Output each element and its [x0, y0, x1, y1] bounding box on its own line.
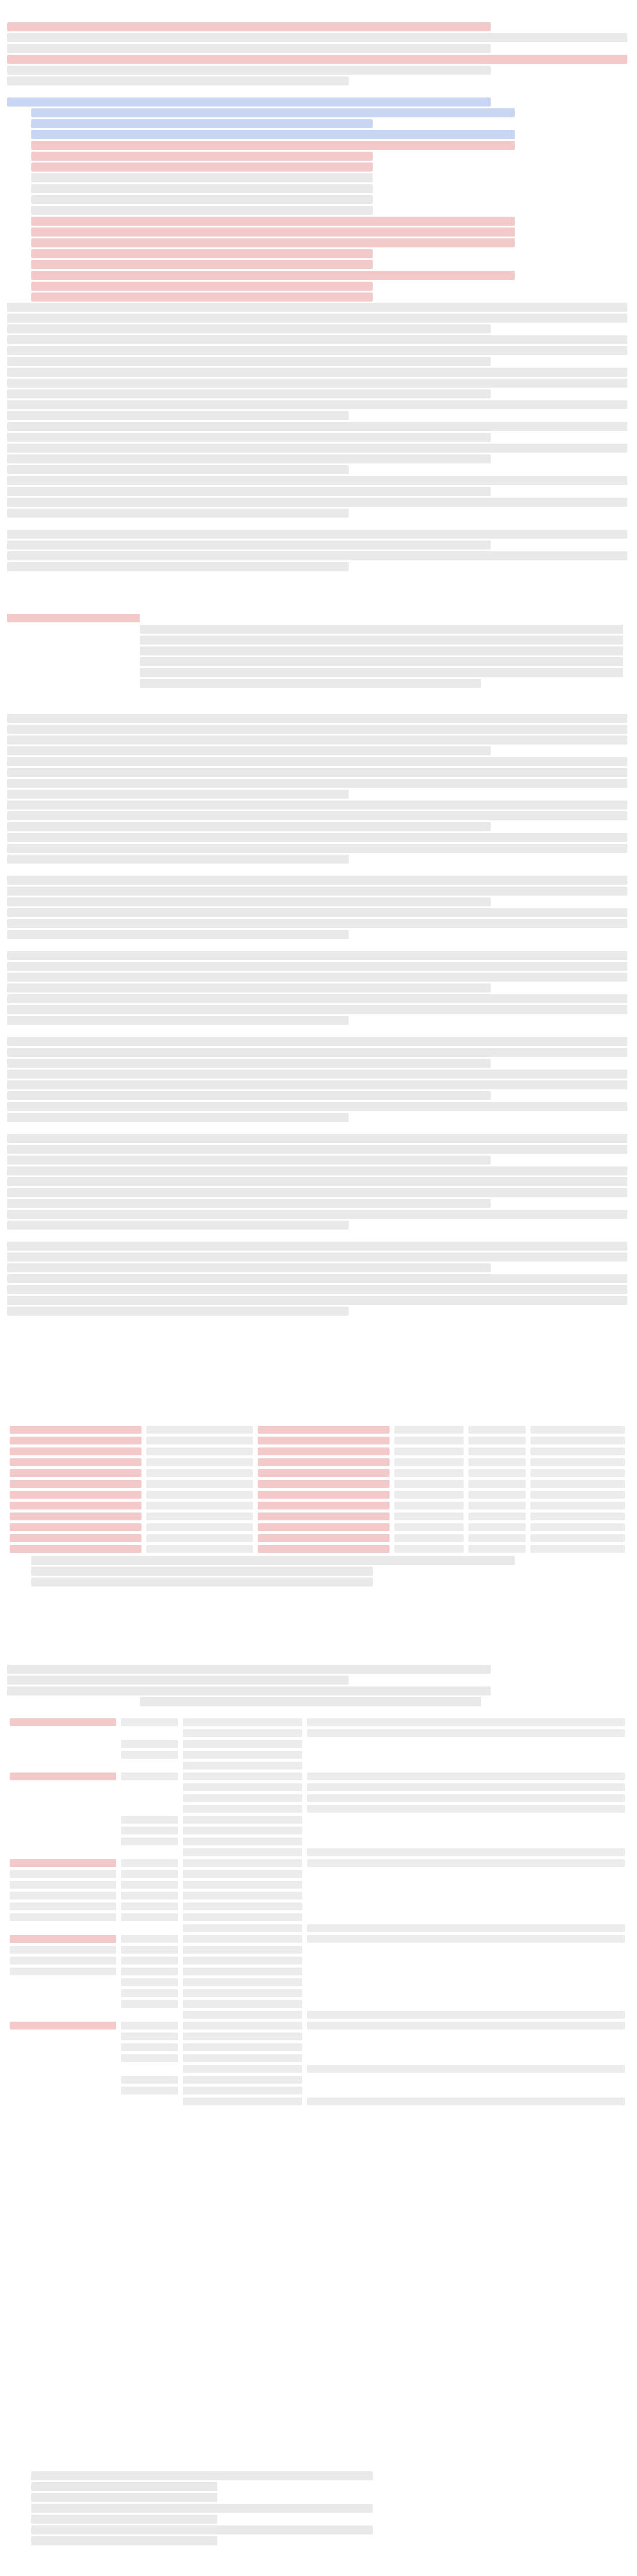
- table-row: [7, 1868, 627, 1879]
- paragraph-line: [7, 303, 627, 312]
- overview-line: [7, 33, 627, 42]
- table-row: [7, 2063, 627, 2074]
- guide-line: [7, 1307, 349, 1316]
- guide-line: [7, 983, 491, 992]
- overview-line: [7, 76, 349, 85]
- table-row: [7, 1760, 627, 1771]
- table-row: [7, 2085, 627, 2096]
- guide-line: [7, 919, 627, 928]
- paragraph-line: [7, 476, 627, 485]
- paragraph-line: [7, 411, 349, 420]
- table-row: [7, 2031, 627, 2042]
- table-row: [7, 1901, 627, 1912]
- table-row: [7, 1532, 627, 1543]
- table-row: [7, 2096, 627, 2107]
- guide-line: [7, 844, 627, 853]
- castles-section: [7, 1408, 627, 1588]
- guide-line: [7, 897, 491, 906]
- guide-line: [7, 1080, 627, 1089]
- table-row: [7, 1955, 627, 1966]
- table-row: [7, 1467, 627, 1478]
- table-row: [7, 1792, 627, 1803]
- table-row: [7, 1987, 627, 1998]
- guide-line: [7, 973, 627, 982]
- guide-section: [7, 698, 627, 1317]
- guide-line: [7, 1274, 627, 1283]
- history-line: [31, 152, 373, 161]
- guide-line: [7, 1166, 627, 1175]
- heritage-line: [140, 668, 623, 677]
- contact-line: [31, 2493, 217, 2502]
- overview-line: [7, 44, 491, 53]
- table-row: [7, 2074, 627, 2085]
- guide-line: [7, 1221, 349, 1230]
- contact-section: [7, 2456, 627, 2547]
- guide-line: [7, 1091, 491, 1100]
- table-row: [7, 1912, 627, 1922]
- table-row: [7, 1836, 627, 1847]
- overview-section: [7, 20, 627, 303]
- table-row: [7, 1435, 627, 1446]
- history-line: [31, 217, 515, 226]
- table-row: [7, 1478, 627, 1489]
- guide-line: [7, 1059, 491, 1068]
- section-heading: [7, 1411, 627, 1422]
- history-line: [31, 228, 515, 237]
- table-row: [7, 1771, 627, 1782]
- history-line: [31, 249, 373, 258]
- paragraph-line: [7, 357, 491, 366]
- guide-line: [7, 1016, 349, 1025]
- contact-line: [31, 2536, 217, 2545]
- contact-line: [31, 2504, 373, 2513]
- paragraph-line: [7, 346, 627, 355]
- paragraph-line: [7, 551, 627, 560]
- guide-line: [7, 822, 491, 831]
- table-row: [7, 1457, 627, 1467]
- guide-line: [7, 746, 491, 755]
- paragraph-line: [7, 335, 627, 344]
- guide-line: [7, 1210, 627, 1219]
- table-row: [7, 1424, 627, 1435]
- paragraph-line: [7, 368, 627, 377]
- table-row: [7, 1847, 627, 1857]
- guide-line: [7, 1199, 491, 1208]
- paragraph-line: [7, 465, 349, 474]
- history-line: [31, 195, 373, 204]
- history-line: [31, 293, 373, 302]
- guide-line: [7, 725, 627, 734]
- guide-line: [7, 1113, 349, 1122]
- guide-line: [7, 833, 627, 842]
- contact-line: [31, 2515, 217, 2524]
- table-row: [7, 1543, 627, 1554]
- paragraph-line: [7, 540, 491, 550]
- history-line: [31, 238, 515, 247]
- access-line: [140, 1697, 481, 1706]
- history-line: [31, 130, 515, 139]
- paragraph-line: [7, 454, 491, 463]
- guide-line: [7, 1048, 627, 1057]
- guide-line: [7, 930, 349, 939]
- paragraph-line: [7, 433, 491, 442]
- table-row: [7, 1890, 627, 1901]
- table-row: [7, 2020, 627, 2031]
- paragraph-line: [7, 487, 491, 496]
- paragraph-line: [7, 562, 349, 571]
- table-row: [7, 1500, 627, 1511]
- contact-line: [31, 2525, 373, 2534]
- section-heading: [7, 1652, 627, 1662]
- guide-line: [7, 951, 627, 960]
- paragraph-line: [7, 400, 627, 409]
- heritage-line: [140, 646, 623, 655]
- paragraph-line: [7, 389, 491, 398]
- document-title: [7, 5, 630, 18]
- table-row: [7, 1977, 627, 1987]
- history-line: [31, 260, 373, 269]
- hours-table: [7, 1717, 627, 2107]
- castles-note-line: [31, 1567, 373, 1576]
- paragraph-line: [7, 509, 349, 518]
- guide-line: [7, 908, 627, 917]
- table-row: [7, 1782, 627, 1792]
- paragraph-line: [7, 379, 627, 388]
- section-heading: [7, 701, 627, 711]
- table-row: [7, 1944, 627, 1955]
- table-row: [7, 1511, 627, 1522]
- table-row: [7, 1998, 627, 2009]
- table-row: [7, 1966, 627, 1977]
- paragraph-line: [7, 498, 627, 507]
- section-heading: [7, 2458, 627, 2469]
- history-line: [31, 184, 373, 193]
- table-row: [7, 1522, 627, 1532]
- heading-underline: [7, 614, 140, 622]
- table-row: [7, 1803, 627, 1814]
- guide-line: [7, 714, 627, 723]
- history-line: [31, 163, 373, 172]
- table-row: [7, 1879, 627, 1890]
- guide-line: [7, 1263, 491, 1272]
- access-section: [7, 1649, 627, 2107]
- table-row: [7, 2042, 627, 2052]
- table-row: [7, 1489, 627, 1500]
- heritage-line: [140, 679, 481, 688]
- history-line: [31, 271, 515, 280]
- table-row: [7, 2009, 627, 2020]
- guide-line: [7, 1070, 627, 1079]
- history-line: [31, 282, 373, 291]
- access-line: [7, 1686, 491, 1695]
- table-row: [7, 1727, 627, 1738]
- table-row: [7, 1717, 627, 1727]
- paragraph-line: [7, 324, 491, 333]
- guide-line: [7, 768, 627, 777]
- history-line: [31, 119, 373, 128]
- table-row: [7, 1825, 627, 1836]
- guide-line: [7, 855, 349, 864]
- guide-line: [7, 876, 627, 885]
- table-row: [7, 1922, 627, 1933]
- heritage-line: [140, 636, 623, 645]
- overview-line: [7, 55, 627, 64]
- castles-note-line: [31, 1556, 515, 1565]
- description-section: [7, 301, 627, 573]
- paragraph-line: [7, 444, 627, 453]
- section-heading: [7, 598, 627, 609]
- guide-line: [7, 1037, 627, 1046]
- guide-line: [7, 1242, 627, 1251]
- guide-line: [7, 1156, 491, 1165]
- castles-note-line: [31, 1577, 373, 1587]
- guide-line: [7, 1285, 627, 1294]
- guide-line: [7, 735, 627, 745]
- guide-line: [7, 1252, 627, 1262]
- guide-line: [7, 811, 627, 820]
- guide-line: [7, 1177, 627, 1186]
- guide-line: [7, 1296, 627, 1305]
- guide-line: [7, 757, 627, 766]
- guide-line: [7, 1005, 627, 1014]
- table-row: [7, 1446, 627, 1457]
- table-row: [7, 2052, 627, 2063]
- access-line: [7, 1665, 491, 1674]
- heritage-line: [140, 657, 623, 666]
- overview-line: [7, 22, 491, 31]
- guide-line: [7, 800, 627, 810]
- paragraph-line: [7, 422, 627, 431]
- table-row: [7, 1749, 627, 1760]
- table-row: [7, 1738, 627, 1749]
- contact-line: [31, 2482, 217, 2491]
- guide-line: [7, 887, 627, 896]
- guide-line: [7, 779, 627, 788]
- table-row: [7, 1857, 627, 1868]
- guide-line: [7, 1134, 627, 1143]
- contact-line: [31, 2471, 373, 2480]
- heritage-line: [140, 625, 623, 634]
- history-line: [7, 98, 491, 107]
- paragraph-line: [7, 530, 627, 539]
- history-line: [31, 173, 373, 182]
- castles-table: [7, 1424, 627, 1554]
- guide-line: [7, 790, 349, 799]
- history-line: [31, 141, 515, 150]
- table-row: [7, 1933, 627, 1944]
- paragraph-line: [7, 314, 627, 323]
- guide-line: [7, 1188, 627, 1197]
- guide-line: [7, 1145, 627, 1154]
- heritage-section: [7, 596, 627, 690]
- table-row: [7, 1814, 627, 1825]
- overview-line: [7, 66, 491, 75]
- guide-line: [7, 962, 627, 971]
- guide-line: [7, 1102, 627, 1111]
- history-line: [31, 206, 373, 215]
- access-line: [7, 1676, 349, 1685]
- guide-line: [7, 994, 627, 1003]
- history-line: [31, 108, 515, 117]
